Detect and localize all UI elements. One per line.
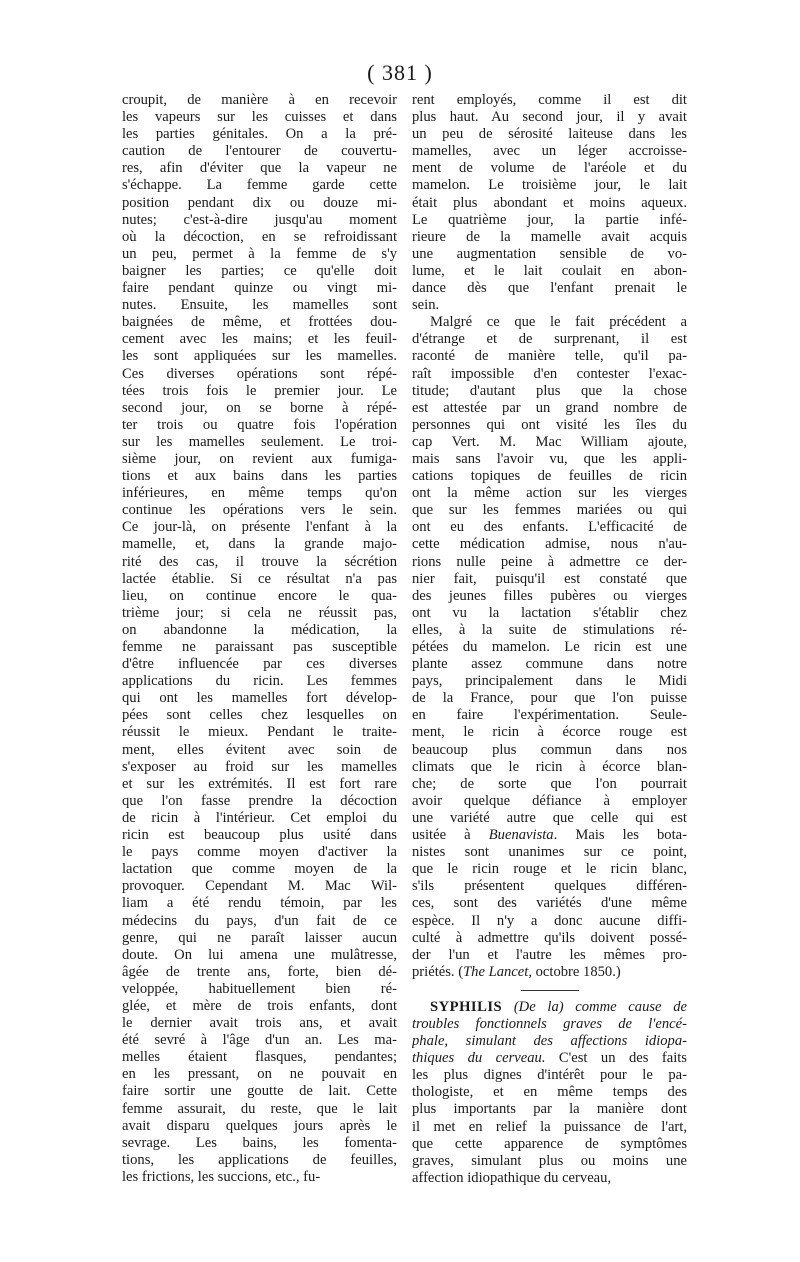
text-line: une augmentation sensible de vo- [412, 245, 687, 262]
text-line: mamelles, avec un léger accroisse- [412, 143, 687, 160]
text-line: ont eu des enfants. L'efficacité de [412, 519, 687, 536]
text-line: Le quatrième jour, la partie infé- [412, 211, 687, 228]
text-line: genre, qui ne paraît laisser aucun [122, 929, 397, 946]
text-line: ment, elles évitent avec soin de [122, 741, 397, 758]
text-line: graves, simulant plus ou moins une [412, 1152, 687, 1169]
text-line: lume, et le lait coulait en abon- [412, 262, 687, 279]
text-line: espèce. Il n'y a donc aucune diffi- [412, 912, 687, 929]
text-line: baigner les parties; ce qu'elle doit [122, 262, 397, 279]
text-line: sième jour, on revient aux fumiga- [122, 450, 397, 467]
text-line: personnes qui ont visité les îles du [412, 416, 687, 433]
text-line: où la décoction, en se refroidissant [122, 228, 397, 245]
text-line: elles, à la suite de stimulations ré- [412, 621, 687, 638]
text-line: continue les opérations vers le sein. [122, 502, 397, 519]
text-line: les parties génitales. On a la pré- [122, 126, 397, 143]
text-line: ment, le ricin à écorce rouge est [412, 724, 687, 741]
text-line: veloppée, habituellement bien ré- [122, 980, 397, 997]
text-line: sur les mamelles seulement. Le troi- [122, 433, 397, 450]
text-line: trième jour; si cela ne réussit pas, [122, 604, 397, 621]
paragraph-syphilis [412, 999, 687, 1187]
paragraph-ricin-discussion [412, 314, 687, 981]
text-line: femme ne paraissant pas susceptible [122, 639, 397, 655]
text-line: beaucoup plus commun dans nos [412, 741, 687, 758]
text-line: faire sortir une goutte de lait. Cette [122, 1083, 397, 1100]
section-divider [521, 990, 579, 991]
text-line: rité des cas, il trouve la sécrétion [122, 553, 397, 570]
text-line: femme assurait, du reste, que le lait [122, 1100, 397, 1117]
text-line: phale, simulant des affections idiopa- [412, 1033, 687, 1050]
text-line: cap Vert. M. Mac William ajoute, [412, 433, 687, 450]
text-line: mamelon. Le troisième jour, le lait [412, 177, 687, 194]
text-line: liam a été rendu témoin, par les [122, 895, 397, 912]
text-line: raconté de manière telle, qu'il pa- [412, 348, 687, 365]
text-line: et sur les extrémités. Il est fort rare [122, 775, 397, 792]
text-line: médecins du pays, d'un fait de ce [122, 912, 397, 929]
text-line: che; de sorte que l'on pourrait [412, 775, 687, 792]
text-line: tions et aux bains dans les parties [122, 468, 397, 485]
text-line: avait disparu quelques jours après le [122, 1117, 397, 1134]
text-line: mais sans l'avoir vu, que les appli- [412, 450, 687, 467]
text-line: pétées du mamelon. Le ricin est une [412, 639, 687, 655]
text-line: affection idiopathique du cerveau, [412, 1169, 612, 1186]
text-line: ces, sont des variétés d'une même [412, 895, 687, 912]
text-line: position pendant dix ou douze mi- [122, 194, 397, 211]
text-line: tions, les applications de feuilles, [122, 1151, 397, 1168]
text-line: ricin est beaucoup plus usité dans [122, 827, 397, 844]
text-line: que l'on fasse prendre la décoction [122, 792, 397, 809]
text-line: res, afin d'éviter que la vapeur ne [122, 160, 397, 177]
text-line: dance dès que l'enfant prenait le [412, 280, 687, 297]
text-line: Ce jour-là, on présente l'enfant à la [122, 519, 397, 536]
text-line: les vapeurs sur les cuisses et dans [122, 109, 397, 126]
text-line: qui ont les mamelles fort dévelop- [122, 690, 397, 707]
text-line: lieu, on continue encore le qua- [122, 587, 397, 604]
text-line: rieure de la mamelle avait acquis [412, 228, 687, 245]
text-line: pays, principalement dans le Midi [412, 673, 687, 690]
text-line: il met en relief la puissance de l'art, [412, 1118, 687, 1135]
text-line: lactée établie. Si ce résultat n'a pas [122, 570, 397, 587]
text-line: culté à admettre qu'ils doivent possé- [412, 929, 687, 946]
text-line: der l'un et l'autre les mêmes pro- [412, 946, 687, 963]
text-line: melles étaient flasques, pendantes; [122, 1049, 397, 1066]
text-line: croupit, de manière à en recevoir [122, 92, 397, 108]
text-line: s'exposer au froid sur les mamelles [122, 758, 397, 775]
text-line: pées sont celles chez lesquelles on [122, 707, 397, 724]
text-line: priétés. (The Lancet, octobre 1850.) [412, 963, 621, 980]
text-line: était plus abondant et moins aqueux. [412, 194, 687, 211]
text-line: inférieures, en même temps qu'on [122, 485, 397, 502]
text-line: ont vu la lactation s'établir chez [412, 604, 687, 621]
text-line: en les pressant, on ne pouvait en [122, 1066, 397, 1083]
text-line: réussit le mieux. Pendant le traite- [122, 724, 397, 741]
paragraph-continuation [412, 92, 687, 314]
text-line: baignées de même, et frottées dou- [122, 314, 397, 331]
page-number: ( 381 ) [367, 60, 433, 85]
text-line: cette médication admise, nous n'au- [412, 536, 687, 553]
text-line: plante assez commune dans notre [412, 656, 687, 673]
text-line: raît impossible d'en contester l'exac- [412, 365, 687, 382]
text-line: second jour, on se borne à répé- [122, 399, 397, 416]
text-line: que le ricin rouge et le ricin blanc, [412, 861, 687, 878]
text-line: lactation que comme moyen de la [122, 861, 397, 878]
text-line: avoir quelque défiance à employer [412, 792, 687, 809]
text-line: sein. [412, 297, 440, 314]
text-line: thiques du cerveau. C'est un des faits [412, 1050, 687, 1067]
left-column [122, 92, 397, 1186]
text-line: on abandonne la médication, la [122, 621, 397, 638]
text-line: est attestée par un grand nombre de [412, 399, 687, 416]
text-line: les sont appliquées sur les mamelles. [122, 348, 397, 365]
text-line: glée, et mère de trois enfants, dont [122, 997, 397, 1014]
text-line: d'être influencée par ces diverses [122, 656, 397, 673]
text-line: les frictions, les succions, etc., fu- [122, 1168, 321, 1185]
text-line: d'étrange et de surprenant, il est [412, 331, 687, 348]
text-line: nutes. Ensuite, les mamelles sont [122, 297, 397, 314]
text-line: SYPHILIS (De la) comme cause de [430, 998, 687, 1015]
text-line: le dernier avait trois ans, et avait [122, 1015, 397, 1032]
text-line: que cette apparence de symptômes [412, 1135, 687, 1152]
text-line: thologiste, et en même temps des [412, 1084, 687, 1101]
text-line: climats que le ricin à écorce blan- [412, 758, 687, 775]
text-line: cement avec les mains; et les feuil- [122, 331, 397, 348]
text-line: doute. On lui amena une mulâtresse, [122, 946, 397, 963]
text-line: nier fait, puisqu'il est constaté que [412, 570, 687, 587]
text-line: nistes sont unanimes sur ce point, [412, 844, 687, 861]
text-line: le pays comme moyen d'activer la [122, 844, 397, 861]
text-line: plus haut. Au second jour, il y avait [412, 109, 687, 126]
text-line: usitée à Buenavista. Mais les bota- [412, 827, 687, 844]
text-line: de ricin à l'intérieur. Cet emploi du [122, 809, 397, 826]
text-line: s'ils présentent quelques différen- [412, 878, 687, 895]
text-line: faire pendant quinze ou vingt mi- [122, 280, 397, 297]
text-line: une variété autre que celle qui est [412, 809, 687, 826]
text-line: âgée de trente ans, forte, bien dé- [122, 963, 397, 980]
text-line: titude; d'autant plus que la chose [412, 382, 687, 399]
text-line: rions nulle peine à admettre ce der- [412, 553, 687, 570]
text-line: de la France, pour que l'on puisse [412, 690, 687, 707]
text-line: un peu, permet à la femme de s'y [122, 245, 397, 262]
text-line: plus importants par la manière dont [412, 1101, 687, 1118]
text-line: sevrage. Les bains, les fomenta- [122, 1134, 397, 1151]
text-line: cations topiques de feuilles de ricin [412, 468, 687, 485]
text-line: en faire l'expérimentation. Seule- [412, 707, 687, 724]
text-line: tées trois fois le premier jour. Le [122, 382, 397, 399]
text-line: ont la même action sur les vierges [412, 485, 687, 502]
text-line: troubles fonctionnels graves de l'encé- [412, 1015, 687, 1032]
text-line: rent employés, comme il est dit [412, 92, 687, 108]
text-line: les plus dignes d'intérêt pour le pa- [412, 1067, 687, 1084]
text-line: ment de volume de l'aréole et du [412, 160, 687, 177]
text-line: Malgré ce que le fait précédent a [430, 314, 687, 331]
right-column [412, 92, 687, 1187]
text-line: applications du ricin. Les femmes [122, 673, 397, 690]
text-line: des jeunes filles pubères ou vierges [412, 587, 687, 604]
text-line: Ces diverses opérations sont répé- [122, 365, 397, 382]
text-line: s'échappe. La femme garde cette [122, 177, 397, 194]
text-line: mamelle, et, dans la grande majo- [122, 536, 397, 553]
text-line: nutes; c'est-à-dire jusqu'au moment [122, 211, 397, 228]
text-line: provoquer. Cependant M. Mac Wil- [122, 878, 397, 895]
text-line: que sur les femmes mariées ou qui [412, 502, 687, 519]
text-line: un peu de sérosité laiteuse dans les [412, 126, 687, 143]
text-line: ter trois ou quatre fois l'opération [122, 416, 397, 433]
text-line: été sevré à l'âge d'un an. Les ma- [122, 1032, 397, 1049]
text-line: caution de l'entourer de couvertu- [122, 143, 397, 160]
